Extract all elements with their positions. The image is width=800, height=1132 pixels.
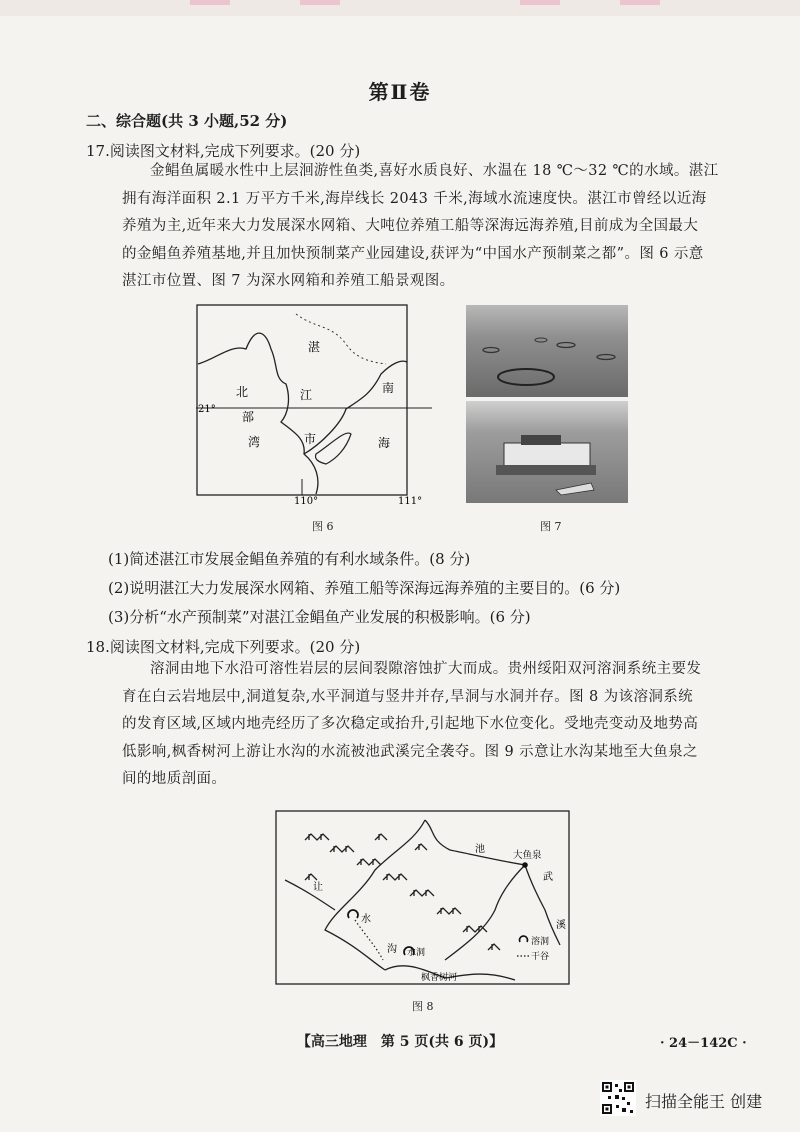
page-title: 第Ⅱ卷 (368, 80, 432, 104)
fig6-map (196, 304, 436, 504)
fig8-label-gou: 沟 (387, 944, 397, 955)
top-color-band (0, 0, 800, 16)
page-footer: 【高三地理 第 5 页(共 6 页)】 (296, 1034, 504, 1050)
fig6-caption: 图 6 (312, 520, 334, 533)
fig8-legend-cave: 溶洞 (531, 937, 550, 947)
fig6-label-jiang: 江 (300, 388, 313, 402)
fig6-label-nan: 南 (382, 381, 395, 395)
fig8-ridges (305, 834, 500, 950)
q17-stem: 17.阅读图文材料,完成下列要求。(20 分) (86, 142, 361, 160)
fig8-label-dayuquan: 大鱼泉 (513, 850, 542, 861)
fig8-dry-valley (355, 920, 383, 960)
fig6-lat-label: 21° (198, 404, 216, 415)
fig8-caption: 图 8 (412, 1000, 434, 1013)
fig8-legend-valley: 干谷 (531, 952, 550, 962)
q17-line: 的金鲳鱼养殖基地,并且加快预制菜产业园建设,获评为“中国水产预制菜之都”。图 6 示意 (122, 245, 704, 262)
fig8-label-shuidong: 水洞 (407, 948, 426, 958)
fig8-label-shui: 水 (361, 914, 371, 925)
fig8-label-xi: 溪 (556, 920, 566, 931)
q18-line: 溶洞由地下水沿可溶性岩层的层间裂隙溶蚀扩大而成。贵州绥阳双河溶洞系统主要发 (150, 661, 702, 677)
q17-line: 拥有海洋面积 2.1 万平方千米,海岸线长 2043 千米,海域水流速度快。湛江市曾经以近海 (122, 190, 707, 207)
q18-stem: 18.阅读图文材料,完成下列要求。(20 分) (86, 638, 361, 656)
fig6-label-wan: 湾 (248, 435, 261, 449)
fig6-lon2-label: 111° (398, 496, 423, 504)
q17-material (122, 158, 742, 296)
fig6-west-coast (198, 333, 321, 494)
fig8-label-fengxiang: 枫香树河 (421, 973, 458, 983)
fig8-spring-point (522, 862, 528, 868)
q18-line: 的发育区域,区域内地壳经历了多次稳定或抬升,引起地下水位变化。受地壳变动及地势高 (122, 716, 699, 732)
q17-sub-3: (3)分析“水产预制菜”对湛江金鲳鱼产业发展的积极影响。(6 分) (108, 608, 531, 626)
fig8-cave-icon (348, 910, 358, 918)
q17-sub-1: (1)简述湛江市发展金鲳鱼养殖的有利水域条件。(8 分) (108, 550, 471, 568)
fig6-boundary (296, 314, 386, 364)
q18-line: 低影响,枫香树河上游让水沟的水流被池武溪完全袭夺。图 9 示意让水沟某地至大鱼泉之 (122, 743, 698, 760)
fig8-label-wu: 武 (543, 872, 553, 883)
page-code: · 24－142C · (660, 1036, 747, 1051)
fig8-legend-cave-icon (520, 936, 528, 942)
fig6-label-bei: 北 (236, 385, 249, 399)
fig7-caption: 图 7 (540, 520, 562, 533)
q17-line: 金鲳鱼属暖水性中上层洄游性鱼类,喜好水质良好、水温在 18 ℃～32 ℃的水域。湛江 (150, 163, 719, 179)
q18-line: 间的地质剖面。 (122, 771, 227, 787)
fig6-label-bu: 部 (242, 410, 255, 424)
q17-line: 湛江市位置、图 7 为深水网箱和养殖工船景观图。 (122, 273, 455, 289)
fig8-map (275, 810, 571, 986)
fig7-photos (466, 305, 628, 505)
fig8-label-rang: 让 (313, 882, 323, 893)
fig6-label-hai: 海 (378, 436, 391, 450)
q18-line: 育在白云岩地层中,洞道复杂,水平洞道与竖井并存,旱洞与水洞并存。图 8 为该溶洞系统 (122, 688, 694, 705)
fig6-label-zhan: 湛 (308, 340, 321, 354)
section-heading: 二、综合题(共 3 小题,52 分) (86, 112, 288, 130)
qr-code-icon (600, 1080, 636, 1116)
fig6-lon1-label: 110° (294, 496, 319, 504)
fig6-label-shi: 市 (304, 432, 317, 446)
q17-sub-2: (2)说明湛江大力发展深水网箱、养殖工船等深海远海养殖的主要目的。(6 分) (108, 579, 621, 597)
q17-line: 养殖为主,近年来大力发展深水网箱、大吨位养殖工船等深海远海养殖,目前成为全国最大 (122, 218, 699, 234)
scanner-watermark: 扫描全能王 创建 (645, 1092, 763, 1111)
fig8-label-chi: 池 (475, 844, 485, 855)
q18-material (122, 656, 742, 794)
